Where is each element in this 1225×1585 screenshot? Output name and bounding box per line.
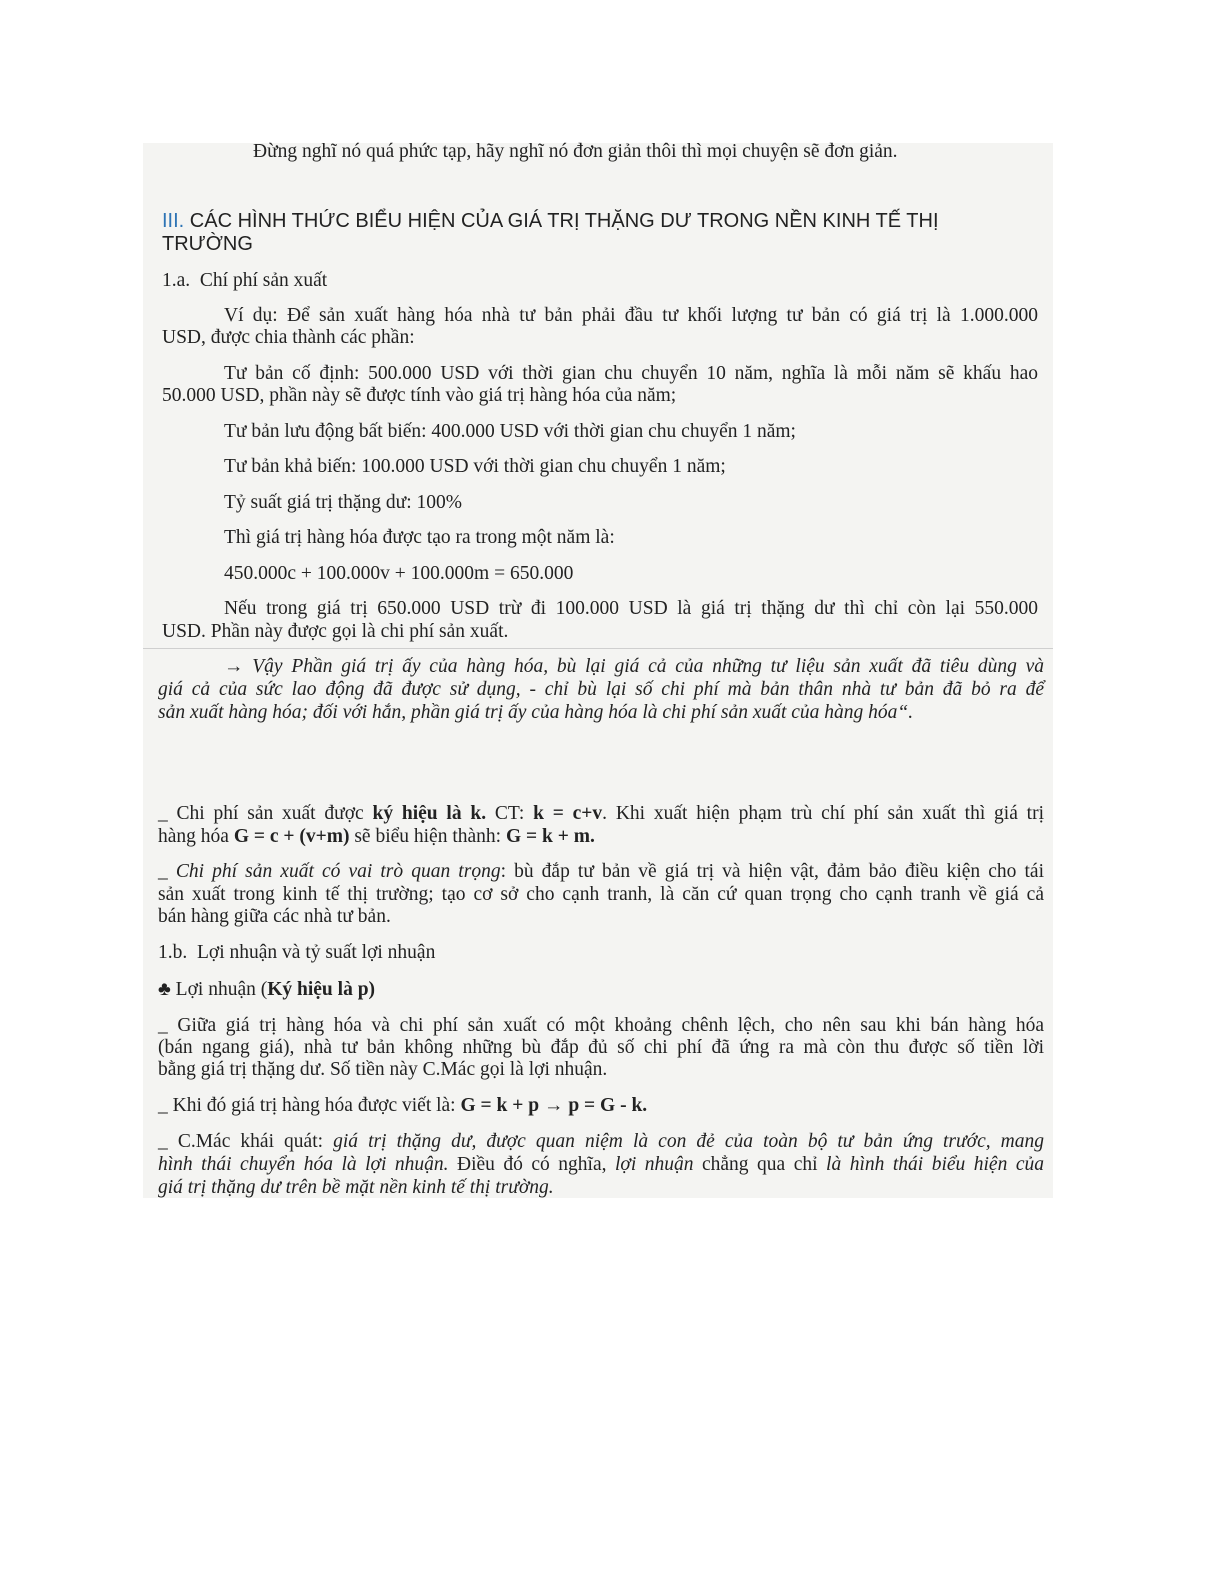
section-heading	[162, 210, 939, 232]
example-para8-line2: USD. Phần này được gọi là chi phí sản xuất.	[162, 621, 509, 642]
symbol-para-line2	[158, 826, 595, 848]
bold-text: ký hiệu là k.	[372, 803, 487, 824]
text: _	[158, 861, 176, 882]
example-para8-line1: Nếu trong giá trị 650.000 USD trừ đi 100.000 USD là giá trị thặng dư thì chỉ còn lại 550.000	[224, 598, 1038, 619]
conclusion-line2: giá cả của sức lao động đã được sử dụng, - chỉ bù lại số chi phí mà bản thân nhà tư bản đã bỏ ra để	[158, 679, 1044, 700]
profit-para-line3: bằng giá trị thặng dư. Số tiền này C.Mác gọi là lợi nhuận.	[158, 1059, 608, 1080]
text: _ C.Mác khái quát:	[158, 1131, 334, 1152]
text: chẳng qua chỉ	[693, 1154, 827, 1175]
example-para3: Tư bản lưu động bất biến: 400.000 USD với thời gian chu chuyển 1 năm;	[224, 421, 796, 442]
example-formula: 450.000c + 100.000v + 100.000m = 650.000	[224, 563, 574, 584]
role-para-line3: bán hàng giữa các nhà tư bản.	[158, 906, 391, 927]
profit-para-line1: _ Giữa giá trị hàng hóa và chi phí sản xuất có một khoảng chênh lệch, cho nên sau khi bán hàng hóa	[158, 1015, 1044, 1036]
text: Điều đó có nghĩa,	[448, 1154, 615, 1175]
italic-text: lợi nhuận	[615, 1154, 694, 1175]
bold-text: Ký hiệu là p	[267, 979, 369, 1000]
heading-text-line1: CÁC HÌNH THỨC BIỂU HIỆN CỦA GIÁ TRỊ THẶNG DƯ TRONG NỀN KINH TẾ THỊ	[189, 210, 939, 232]
bold-text: )	[368, 979, 376, 1000]
subsection-number: 1.b.	[158, 942, 188, 963]
formula-para	[158, 1095, 647, 1117]
marx-para-line2	[158, 1154, 1044, 1176]
italic-text: giá trị thặng dư, được quan niệm là con đẻ của toàn bộ tư bản ứng trước, mang	[333, 1131, 1044, 1152]
conclusion-line1	[224, 656, 1044, 678]
formula-gkp: G = k + p	[460, 1095, 540, 1116]
formula-pgk: p = G - k.	[568, 1095, 648, 1116]
text: hàng hóa	[158, 826, 234, 847]
marx-para-line1	[158, 1131, 1044, 1153]
subsection-title: Lợi nhuận và tỷ suất lợi nhuận	[197, 942, 436, 963]
text: _ Khi đó giá trị hàng hóa được viết là:	[158, 1095, 461, 1116]
subsection-1b-title	[158, 942, 435, 964]
example-para2-line2: 50.000 USD, phần này sẽ được tính vào giá trị hàng hóa của năm;	[162, 385, 677, 406]
heading-numeral: III.	[162, 210, 185, 232]
text: CT:	[486, 803, 534, 824]
subsection-1a-title	[162, 270, 327, 292]
conclusion-text1: Vậy Phần giá trị ấy của hàng hóa, bù lại giá cả của những tư liệu sản xuất đã tiêu dùng và	[252, 656, 1044, 677]
example-para1-line2: USD, được chia thành các phần:	[162, 327, 415, 348]
italic-text: là hình thái biểu hiện của	[826, 1154, 1044, 1175]
role-para-line1	[158, 861, 1044, 883]
subsection-number: 1.a.	[162, 270, 191, 291]
arrow-icon: →	[543, 1095, 564, 1116]
subsection-title: Chí phí sản xuất	[199, 270, 328, 291]
role-para-line2: sản xuất trong kinh tế thị trường; tạo cơ sở cho cạnh tranh, là căn cứ quan trọng cho cạnh tranh về giá cả	[158, 884, 1044, 905]
profit-heading	[158, 979, 375, 1001]
heading-text-line2: TRƯỜNG	[162, 233, 253, 255]
text: . Khi xuất hiện phạm trù chí phí sản xuất thì giá trị	[602, 803, 1044, 824]
text: : bù đắp tư bản về giá trị và hiện vật, đảm bảo điều kiện cho tái	[500, 861, 1045, 882]
divider-line	[143, 648, 1053, 649]
example-para1-line1: Ví dụ: Để sản xuất hàng hóa nhà tư bản phải đầu tư khối lượng tư bản có giá trị là 1.000.000	[224, 305, 1038, 326]
quote-line: Đừng nghĩ nó quá phức tạp, hãy nghĩ nó đơn giản thôi thì mọi chuyện sẽ đơn giản.	[253, 141, 898, 162]
formula-gkm: G = k + m.	[505, 826, 595, 847]
formula-g: G = c + (v+m)	[233, 826, 350, 847]
text: Lợi nhuận (	[170, 979, 268, 1000]
italic-text: hình thái chuyển hóa là lợi nhuận.	[158, 1154, 449, 1175]
italic-text: Chi phí sản xuất có vai trò quan trọng	[175, 861, 501, 882]
example-para4: Tư bản khả biến: 100.000 USD với thời gian chu chuyển 1 năm;	[224, 456, 726, 477]
text: sẽ biểu hiện thành:	[349, 826, 506, 847]
formula-k: k = c+v	[533, 803, 603, 824]
club-icon: ♣	[158, 979, 171, 1000]
profit-para-line2: (bán ngang giá), nhà tư bản không những bù đắp đủ số chi phí đã ứng ra mà còn thu được số tiền lời	[158, 1037, 1044, 1058]
conclusion-line3: sản xuất hàng hóa; đối với hắn, phần giá trị ấy của hàng hóa là chi phí sản xuất của hàng hóa“.	[158, 702, 914, 723]
example-para5: Tỷ suất giá trị thặng dư: 100%	[224, 492, 463, 513]
example-para2-line1: Tư bản cố định: 500.000 USD với thời gian chu chuyển 10 năm, nghĩa là mỗi năm sẽ khấu hao	[224, 363, 1038, 384]
text: _ Chi phí sản xuất được	[158, 803, 373, 824]
arrow-icon: →	[224, 656, 244, 677]
symbol-para-line1	[158, 803, 1044, 825]
example-para6: Thì giá trị hàng hóa được tạo ra trong một năm là:	[224, 527, 615, 548]
marx-para-line3: giá trị thặng dư trên bề mặt nền kinh tế thị trường.	[158, 1177, 554, 1198]
